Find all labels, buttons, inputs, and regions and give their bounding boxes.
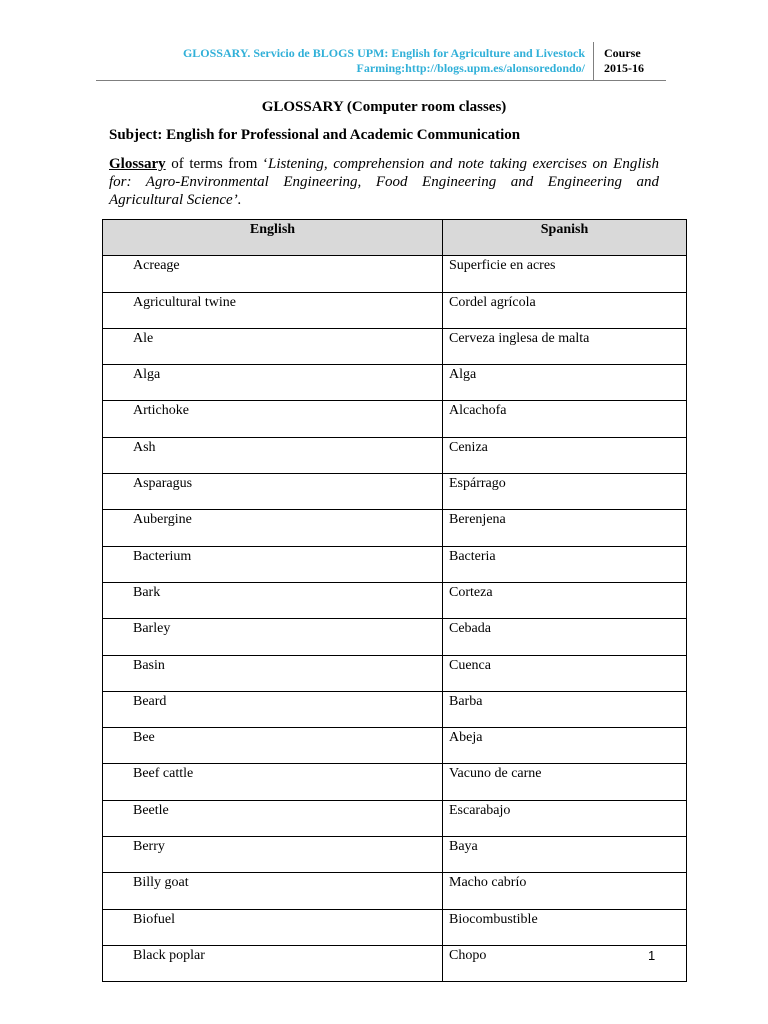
glossary-word: Glossary	[109, 156, 166, 172]
english-term: Bee	[103, 728, 443, 764]
spanish-term: Berenjena	[443, 510, 687, 546]
table-row	[103, 474, 687, 510]
english-term: Agricultural twine	[103, 292, 443, 328]
english-term: Aubergine	[103, 510, 443, 546]
spanish-term: Biocombustible	[443, 909, 687, 945]
header-course	[604, 46, 644, 76]
table-row	[103, 619, 687, 655]
english-term: Ash	[103, 437, 443, 473]
spanish-term: Cordel agrícola	[443, 292, 687, 328]
course-label: Course	[604, 46, 641, 60]
table-row	[103, 437, 687, 473]
intro-prefix: of terms from ‘	[165, 156, 269, 172]
table-row	[103, 837, 687, 873]
spanish-term: Cebada	[443, 619, 687, 655]
header-line-2[interactable]: Farming:http://blogs.upm.es/alonsoredondo/	[356, 61, 585, 75]
spanish-term: Espárrago	[443, 474, 687, 510]
spanish-term: Escarabajo	[443, 800, 687, 836]
table-header-row	[103, 220, 687, 256]
english-term: Bacterium	[103, 546, 443, 582]
english-term: Barley	[103, 619, 443, 655]
table-row	[103, 764, 687, 800]
spanish-term: Alcachofa	[443, 401, 687, 437]
table-row	[103, 256, 687, 292]
spanish-term: Bacteria	[443, 546, 687, 582]
english-term: Beef cattle	[103, 764, 443, 800]
english-term: Artichoke	[103, 401, 443, 437]
page-number: 1	[648, 948, 656, 963]
table-row	[103, 365, 687, 401]
english-term: Acreage	[103, 256, 443, 292]
table-row	[103, 582, 687, 618]
spanish-term: Chopo	[443, 945, 687, 981]
course-year: 2015-16	[604, 61, 644, 75]
header-blog-info	[183, 46, 585, 76]
table-row	[103, 691, 687, 727]
spanish-term: Macho cabrío	[443, 873, 687, 909]
english-term: Alga	[103, 365, 443, 401]
english-term: Beetle	[103, 800, 443, 836]
english-term: Biofuel	[103, 909, 443, 945]
table-row	[103, 510, 687, 546]
intro-italic-text: Listening, comprehension and note taking exercises on English for: Agro-Environmental Engineering, Food Engineering and Engineering and Agricultural Science’.	[109, 156, 659, 208]
spanish-term: Vacuno de carne	[443, 764, 687, 800]
table-row	[103, 728, 687, 764]
english-term: Basin	[103, 655, 443, 691]
english-term: Billy goat	[103, 873, 443, 909]
spanish-term: Barba	[443, 691, 687, 727]
intro-paragraph	[109, 155, 659, 209]
spanish-term: Corteza	[443, 582, 687, 618]
page-header	[96, 42, 666, 81]
header-divider	[593, 42, 594, 80]
table-row	[103, 945, 687, 981]
spanish-term: Alga	[443, 365, 687, 401]
table-row	[103, 909, 687, 945]
column-header-english: English	[103, 220, 443, 256]
subject-line: Subject: English for Professional and Academic Communication	[109, 127, 521, 143]
english-term: Asparagus	[103, 474, 443, 510]
table-row	[103, 655, 687, 691]
english-term: Berry	[103, 837, 443, 873]
spanish-term: Abeja	[443, 728, 687, 764]
header-line-1: GLOSSARY. Servicio de BLOGS UPM: English for Agriculture and Livestock	[182, 46, 585, 60]
column-header-spanish: Spanish	[443, 220, 687, 256]
english-term: Bark	[103, 582, 443, 618]
table-row	[103, 800, 687, 836]
glossary-table	[102, 219, 687, 982]
english-term: Black poplar	[103, 945, 443, 981]
glossary-table-body	[103, 256, 687, 982]
table-row	[103, 873, 687, 909]
spanish-term: Cerveza inglesa de malta	[443, 328, 687, 364]
table-row	[103, 401, 687, 437]
english-term: Beard	[103, 691, 443, 727]
english-term: Ale	[103, 328, 443, 364]
spanish-term: Baya	[443, 837, 687, 873]
spanish-term: Ceniza	[443, 437, 687, 473]
spanish-term: Cuenca	[443, 655, 687, 691]
table-row	[103, 328, 687, 364]
spanish-term: Superficie en acres	[443, 256, 687, 292]
table-row	[103, 292, 687, 328]
page-title: GLOSSARY (Computer room classes)	[261, 99, 507, 115]
table-row	[103, 546, 687, 582]
